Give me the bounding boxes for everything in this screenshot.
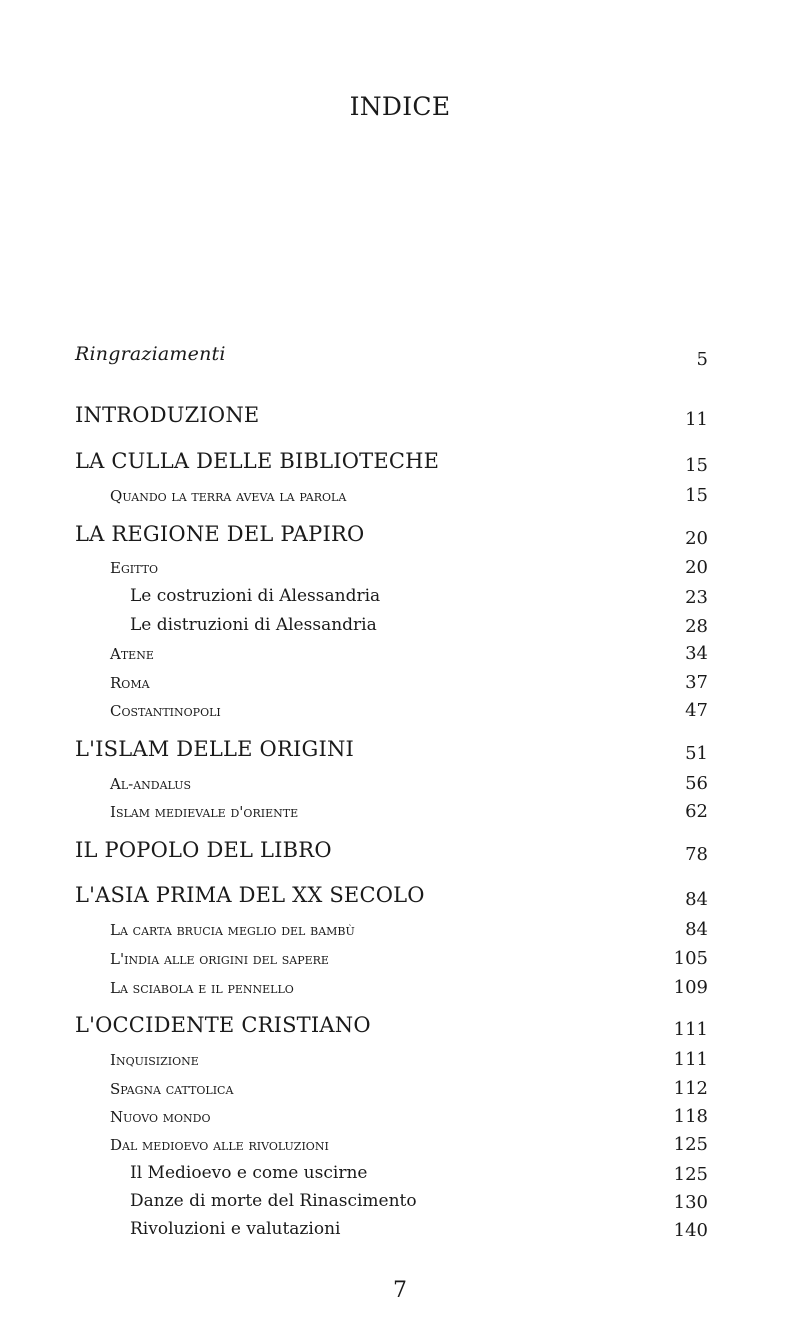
toc-entry-page: 140 [673, 1220, 708, 1241]
toc-entry-page: 125 [673, 1134, 708, 1155]
toc-entry-title: IL POPOLO DEL LIBRO [75, 838, 332, 862]
toc-entry-title: Costantinopoli [110, 702, 221, 720]
toc-entry-title: Quando la terra aveva la parola [110, 487, 347, 505]
page-number: 7 [393, 1278, 407, 1303]
toc-entry-page: 111 [673, 1019, 708, 1040]
toc-entry-page: 5 [696, 349, 708, 370]
toc-entry-page: 112 [673, 1078, 708, 1099]
toc-entry [0, 803, 800, 833]
toc-entry-title: Inquisizione [110, 1051, 199, 1069]
toc-entry [0, 449, 800, 479]
toc-entry-page: 51 [685, 743, 708, 764]
toc-entry-title: Spagna cattolica [110, 1080, 234, 1098]
toc-entry-title: Roma [110, 674, 150, 692]
toc-entry-title: LA REGIONE DEL PAPIRO [75, 522, 365, 546]
toc-entry [0, 838, 800, 868]
toc-entry [0, 702, 800, 732]
toc-entry-page: 84 [685, 889, 708, 910]
page-title: INDICE [349, 92, 451, 121]
toc-entry-title: Ringraziamenti [75, 343, 226, 365]
toc-entry [0, 522, 800, 552]
toc-entry-page: 56 [685, 773, 708, 794]
toc-entry-title: L'ASIA PRIMA DEL XX SECOLO [75, 883, 425, 907]
toc-entry [0, 615, 800, 645]
toc-entry-page: 34 [685, 643, 708, 664]
toc-entry [0, 1163, 800, 1193]
toc-entry-title: Dal medioevo alle rivoluzioni [110, 1136, 329, 1154]
toc-entry-page: 23 [685, 587, 708, 608]
toc-entry-page: 105 [673, 948, 708, 969]
toc-entry [0, 586, 800, 616]
toc-entry-page: 28 [685, 616, 708, 637]
toc-entry [0, 645, 800, 675]
toc-entry [0, 883, 800, 913]
toc-entry-title: Al-andalus [110, 775, 192, 793]
toc-entry-title: L'OCCIDENTE CRISTIANO [75, 1013, 371, 1037]
toc-entry-title: L'india alle origini del sapere [110, 950, 329, 968]
toc-entry-title: Danze di morte del Rinascimento [130, 1191, 417, 1211]
toc-entry [0, 559, 800, 589]
toc-entry-page: 130 [673, 1192, 708, 1213]
toc-entry-page: 111 [673, 1049, 708, 1070]
toc-entry [0, 1219, 800, 1249]
toc-entry-page: 62 [685, 801, 708, 822]
toc-entry-page: 11 [685, 409, 708, 430]
toc-entry-page: 37 [685, 672, 708, 693]
toc-entry-title: Il Medioevo e come uscirne [130, 1163, 368, 1183]
toc-entry-page: 47 [685, 700, 708, 721]
toc-entry [0, 775, 800, 805]
toc-entry [0, 343, 800, 373]
toc-entry-title: Rivoluzioni e valutazioni [130, 1219, 341, 1239]
toc-entry [0, 1191, 800, 1221]
toc-entry-title: LA CULLA DELLE BIBLIOTECHE [75, 449, 440, 473]
toc-entry-title: La carta brucia meglio del bambù [110, 921, 355, 939]
toc-entry-title: Islam medievale d'oriente [110, 803, 299, 821]
toc-entry-title: INTRODUZIONE [75, 403, 260, 427]
toc-entry [0, 1051, 800, 1081]
toc-entry [0, 979, 800, 1009]
toc-entry-title: Egitto [110, 559, 158, 577]
toc-entry-title: Le distruzioni di Alessandria [130, 615, 377, 635]
toc-entry-page: 109 [673, 977, 708, 998]
toc-entry [0, 403, 800, 433]
toc-entry-page: 118 [673, 1106, 708, 1127]
toc-entry-page: 78 [685, 844, 708, 865]
toc-entry [0, 921, 800, 951]
toc-entry [0, 1013, 800, 1043]
toc-entry [0, 950, 800, 980]
toc-entry-page: 20 [685, 528, 708, 549]
toc-entry-page: 20 [685, 557, 708, 578]
toc-entry [0, 487, 800, 517]
toc-entry-title: La sciabola e il pennello [110, 979, 294, 997]
toc-entry-title: Atene [110, 645, 154, 663]
toc-entry-page: 15 [685, 485, 708, 506]
toc-entry-title: Le costruzioni di Alessandria [130, 586, 381, 606]
toc-entry [0, 1136, 800, 1166]
toc-entry-title: L'ISLAM DELLE ORIGINI [75, 737, 355, 761]
toc-entry [0, 674, 800, 704]
toc-entry-title: Nuovo mondo [110, 1108, 211, 1126]
toc-entry-page: 84 [685, 919, 708, 940]
toc-entry [0, 737, 800, 767]
toc-entry-page: 125 [673, 1164, 708, 1185]
toc-entry-page: 15 [685, 455, 708, 476]
